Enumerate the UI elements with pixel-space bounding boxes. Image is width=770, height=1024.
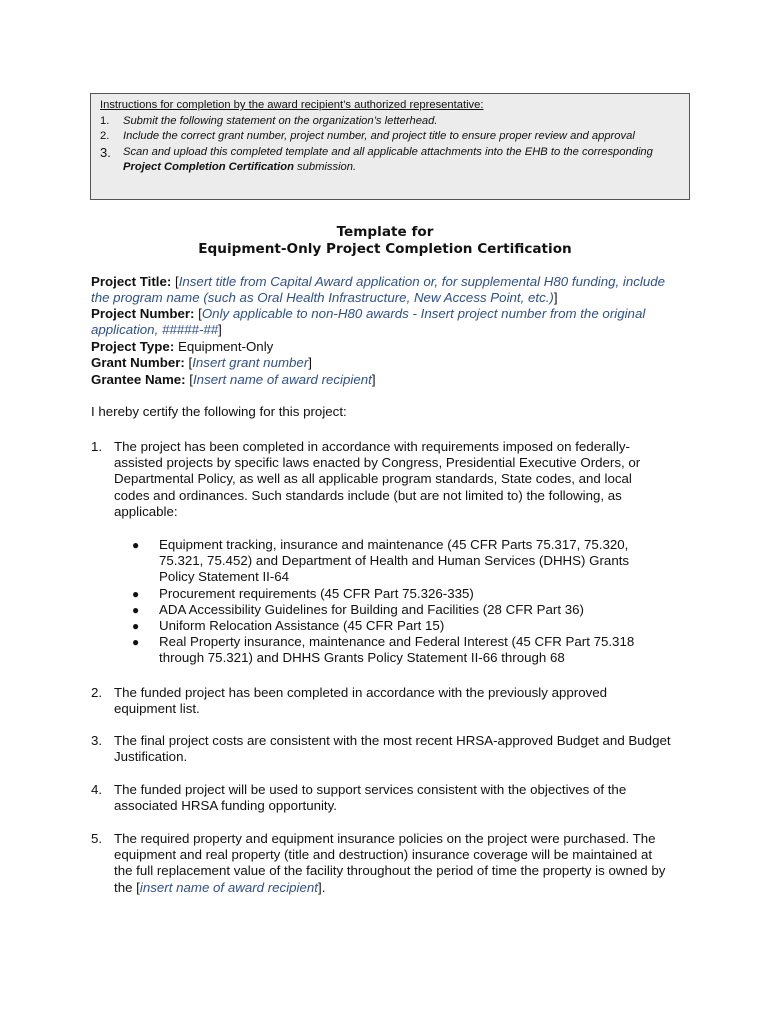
instruction-item [100,145,680,176]
instruction-item [100,129,680,145]
certification-item [91,685,671,717]
instruction-number: 1. [100,114,110,127]
instruction-item [100,114,680,130]
field-placeholder: Insert name of award recipient [192,372,372,387]
field-placeholder: insert name of award recipient [139,879,318,895]
field-label: Grantee Name: [91,372,186,387]
instruction-number: 2. [100,130,110,142]
item-number: 5. [91,831,103,846]
item-number: 2. [91,685,103,700]
list-item: ● Real Property insurance, maintenance and Federal Interest (45 CFR Part 75.318 through 75.321) and DHHS Grants Policy Statement II-66 through 68 [132,634,635,666]
grant-number-field: Grant Number: [Insert grant number] [91,355,312,370]
list-item: ● ADA Accessibility Guidelines for Building and Facilities (28 CFR Part 36) [132,601,584,617]
field-label: Grant Number: [91,355,185,370]
list-item: ● Uniform Relocation Assistance (45 CFR Part 15) [132,618,445,634]
bullet-icon: ● [132,635,140,650]
instruction-number: 3. [100,144,111,160]
list-item: ● Equipment tracking, insurance and maintenance (45 CFR Parts 75.317, 75.320, 75.321, 75.452) and Department of Health and Human Services (DHHS) Grants Policy Statement II-64 [132,537,630,585]
bullet-icon: ● [132,586,140,601]
certification-item [91,733,671,765]
certification-item [91,439,671,520]
bullet-icon: ● [132,619,140,634]
field-placeholder: Only applicable to non-H80 awards - Insert project number from the original application, #####-## [91,306,646,338]
standards-list [132,537,662,667]
field-label: Project Number: [91,306,195,321]
field-label: Project Title: [91,274,172,289]
item-text: The required property and equipment insurance policies on the project were purchased. The equipment and real property (title and destruction) insurance coverage will be maintained at the full replacement value of the facility throughout the period of time the property is owned by the [insert name of award recipient]. [114,831,666,895]
item-text: The funded project will be used to support services consistent with the objectives of the associated HRSA funding opportunity. [114,782,627,814]
certification-item [91,831,671,896]
field-placeholder: Insert title from Capital Award application or, for supplemental H80 funding, include the program name (such as Oral Health Infrastructure, New Access Point, etc.) [91,274,666,306]
certification-item [91,782,671,814]
instructions-box [90,93,690,200]
instruction-text: Submit the following statement on the organization’s letterhead. [123,114,438,127]
item-text: The final project costs are consistent with the most recent HRSA-approved Budget and Budget Justification. [114,733,671,765]
instruction-text: Include the correct grant number, project number, and project title to ensure proper review and approval [123,130,635,142]
project-number-field: Project Number: [Only applicable to non-H80 awards - Insert project number from the original application, #####-##] [91,306,646,338]
document-title-line2: Equipment-Only Project Completion Certification [198,241,572,257]
item-text: The project has been completed in accordance with requirements imposed on federally-assisted projects by specific laws enacted by Congress, Presidential Executive Orders, or Departmental Policy, as well as all applicable program standards, State codes, and local codes and ordinances. Such standards include (but are not limited to) the following, as applicable: [114,439,641,519]
document-title-line1: Template for [336,224,434,240]
project-title-field: Project Title: [Insert title from Capital Award application or, for supplemental H80 funding, include the program name (such as Oral Health Infrastructure, New Access Point, etc.)] [91,274,666,306]
list-item: ● Procurement requirements (45 CFR Part 75.326-335) [132,585,474,601]
item-number: 1. [91,439,103,454]
item-number: 3. [91,733,103,748]
field-placeholder: Insert grant number [192,355,309,370]
bullet-icon: ● [132,602,140,617]
item-text: The funded project has been completed in accordance with the previously approved equipment list. [114,685,608,717]
instruction-text: Scan and upload this completed template and all applicable attachments into the EHB to the corresponding Project Completion Certification submission. [123,145,653,173]
project-type-field [91,339,681,355]
instructions-title: Instructions for completion by the award recipient’s authorized representative: [100,99,484,111]
certify-intro: I hereby certify the following for this project: [91,404,347,419]
field-value: Equipment-Only [177,339,274,354]
bullet-icon: ● [132,538,140,552]
grantee-name-field: Grantee Name: [Insert name of award recipient] [91,372,376,387]
field-label: Project Type: [91,339,175,354]
item-number: 4. [91,782,103,797]
